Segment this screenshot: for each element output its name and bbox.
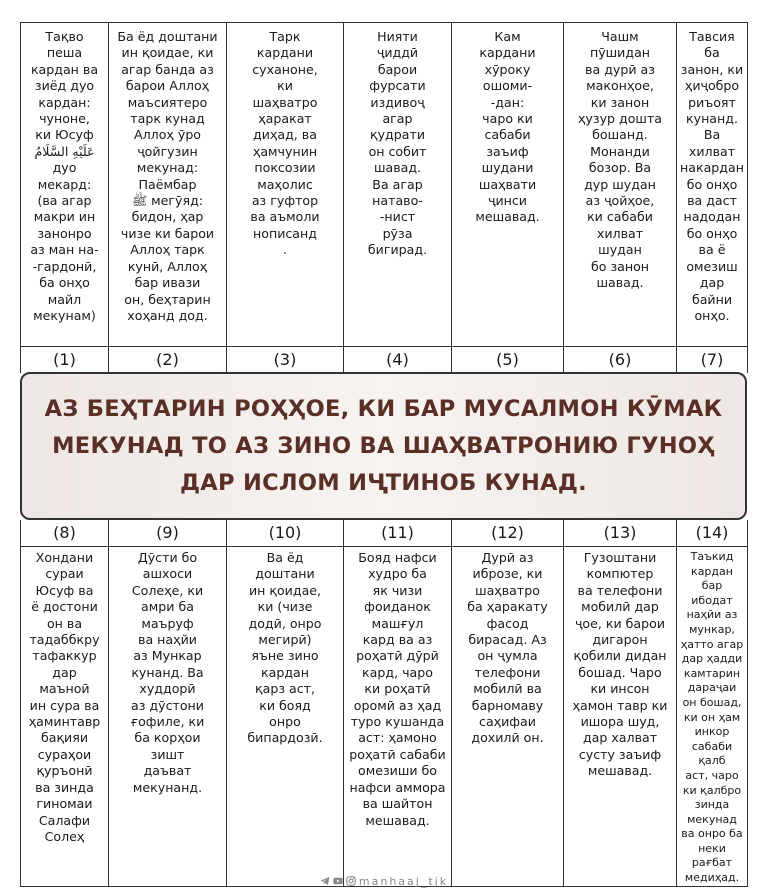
tip-number-10: (10): [227, 520, 344, 547]
tip-cell-7: Тавсия ба занон, ки ҳиҷобро риъоят кунанд. Ва хилват накардан бо онҳо ва даст надодан бо онҳо ва ё омезиш дар байни онҳо.: [677, 22, 748, 346]
telegram-icon[interactable]: [320, 876, 330, 886]
tip-number-12: (12): [452, 520, 564, 547]
tip-number-2: (2): [109, 346, 227, 373]
title-banner: [20, 372, 747, 520]
tip-cell-8: Хондани сураи Юсуф ва ё достони он ва тадаббкру тафаккур дар маъноӣ ин сура ва ҳаминтавр бақияи сураҳои қуръонӣ ва зинда гиномаи Салафи Солеҳ: [20, 546, 109, 887]
tip-number-9: (9): [109, 520, 227, 547]
tip-number-11: (11): [344, 520, 452, 547]
tip-number-13: (13): [564, 520, 677, 547]
tip-number-14: (14): [677, 520, 748, 547]
tip-cell-6: Чашм пӯшидан ва дурӣ аз маконҳое, ки занон ҳузур дошта бошанд. Монанди бозор. Ва дур шудан аз ҷойҳое, ки сабаби хилват шудан бо занон шавад.: [564, 22, 677, 346]
tip-cell-2: Ба ёд доштани ин қоидае, ки агар банда аз барои Аллоҳ маъсиятеро тарк кунад Аллоҳ ӯро ҷойгузин мекунад: Паёмбар ﷺ мегӯяд: бидон, ҳар чизе ки барои Аллоҳ тарк кунӣ, Аллоҳ бар ивази он, беҳтарин хоҳанд дод.: [109, 22, 227, 346]
footer-handle: manhaaj_tjk: [358, 874, 449, 888]
tip-cell-4: Нияти ҷиддӣ барои фурсати издивоҷ агар қудрати он собит шавад. Ва агар натаво- -нист рӯза бигирад.: [344, 22, 452, 346]
top-row: [20, 22, 748, 346]
tip-cell-1: Тақво пеша кардан ва зиёд дуо кардан: чуноне, ки Юсуф عَلَيْهِ السَّلَامُ дуо мекард: (ва агар макри ин занонро аз ман на- -гардонӣ, ба онҳо майл мекунам): [20, 22, 109, 346]
tip-cell-5: Кам кардани хӯроку ошоми- -дан: чаро ки сабаби заъиф шудани шаҳвати ҷинси мешавад.: [452, 22, 564, 346]
top-number-row: [20, 346, 748, 372]
tip-number-6: (6): [564, 346, 677, 373]
youtube-icon[interactable]: [333, 876, 343, 886]
tip-number-1: (1): [20, 346, 109, 373]
footer: [0, 872, 768, 890]
tip-number-8: (8): [20, 520, 109, 547]
tip-cell-10: Ва ёд доштани ин қоидае, ки (чизе додӣ, онро мегирӣ) яъне зино кардан қарз аст, ки бояд онро бипардозӣ.: [227, 546, 344, 887]
banner-title: АЗ БЕҲТАРИН РОҲҲОЕ, КИ БАР МУСАЛМОН КӮМАК МЕКУНАД ТО АЗ ЗИНО ВА ШАҲВАТРОНИЮ ГУНОҲ ДАР ИСЛОМ ИҶТИНОБ КУНАД.: [44, 395, 723, 496]
tip-cell-3: Тарк кардани суханоне, ки шаҳватро ҳаракат диҳад, ва ҳамчунин поксозии маҳолис аз гуфтор ва аъмоли нописанд .: [227, 22, 344, 346]
bottom-number-row: [20, 520, 748, 546]
tip-cell-12: Дурӣ аз иброзе, ки шаҳватро ба ҳаракату фасод бирасад. Аз он ҷумла телефони мобилӣ ва барномаву саҳифаи дохилӣ он.: [452, 546, 564, 887]
tip-cell-11: Бояд нафси худро ба як чизи фоиданок машғул кард ва аз роҳатӣ дӯрӣ кард, чаро ки роҳатӣ оромӣ аз ҳад туро кушанда аст: ҳамоно роҳатӣ сабаби омезиши бо нафси аммора ва шайтон мешавад.: [344, 546, 452, 887]
tip-number-7: (7): [677, 346, 748, 373]
tip-number-4: (4): [344, 346, 452, 373]
tip-number-3: (3): [227, 346, 344, 373]
tip-cell-9: Дӯсти бо ашхоси Солеҳе, ки амри ба маъруф ва наҳйи аз Мункар кунанд. Ва худдорӣ аз дӯстони ғофиле, ки ба корҳои зишт даъват мекунанд.: [109, 546, 227, 887]
tip-cell-13: Гузоштани компютер ва телефони мобилӣ дар ҷое, ки барои дигарон қобили дидан бошад. Чаро ки инсон ҳамон тавр ки ишора шуд, дар халват сусту заъиф мешавад.: [564, 546, 677, 887]
tip-cell-14: Таъкид кардан бар ибодат наҳйи аз мункар, ҳатто агар дар ҳадди камтарин дараҷаи он бошад, ки он ҳам инкор сабаби қалб аст, чаро ки қалбро зинда мекунад ва онро ба неки рағбат медиҳад.: [677, 546, 748, 887]
tip-number-5: (5): [452, 346, 564, 373]
instagram-icon[interactable]: [346, 876, 356, 886]
